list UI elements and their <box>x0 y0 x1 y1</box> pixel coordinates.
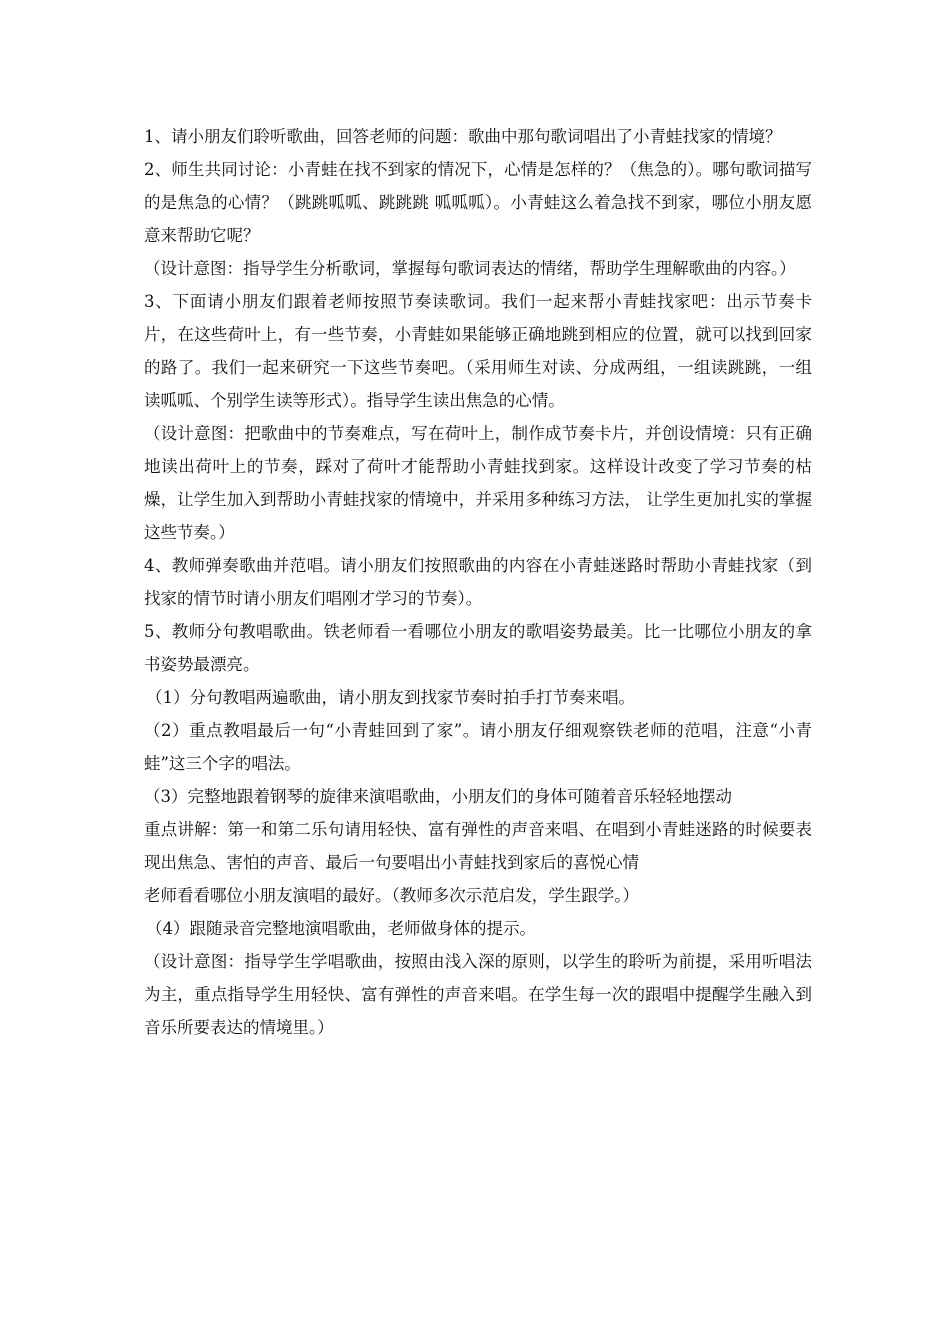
paragraph-substep-3: （3）完整地跟着钢琴的旋律来演唱歌曲，小朋友们的身体可随着音乐轻轻地摆动 <box>144 787 732 806</box>
paragraph-step-3: 3、下面请小朋友们跟着老师按照节奏读歌词。我们一起来帮小青蛙找家吧：出示节奏卡片，在这些荷叶上，有一些节奏，小青蛙如果能够正确地跳到相应的位置，就可以找到回家的路了。我们一起来研究一下这些节奏吧。（采用师生对读、分成两组，一组读跳跳，一组读呱呱、个别学生读等形式）。指导学生读出焦急的心情。 <box>144 292 812 410</box>
paragraph-step-5: 5、教师分句教唱歌曲。铁老师看一看哪位小朋友的歌唱姿势最美。比一比哪位小朋友的拿书姿势最漂亮。 <box>144 622 812 674</box>
paragraph-substep-2: （2）重点教唱最后一句“小青蛙回到了家”。请小朋友仔细观察铁老师的范唱，注意“小青蛙”这三个字的唱法。 <box>144 721 812 773</box>
paragraph-step-2: 2、师生共同讨论：小青蛙在找不到家的情况下，心情是怎样的？（焦急的）。哪句歌词描写的是焦急的心情？（跳跳呱呱、跳跳跳 呱呱呱）。小青蛙这么着急找不到家，哪位小朋友愿意来帮助它呢？ <box>144 160 812 245</box>
paragraph-step-4: 4、教师弹奏歌曲并范唱。请小朋友们按照歌曲的内容在小青蛙迷路时帮助小青蛙找家（到找家的情节时请小朋友们唱刚才学习的节奏）。 <box>144 556 812 608</box>
paragraph-substep-4: （4）跟随录音完整地演唱歌曲，老师做身体的提示。 <box>146 919 536 938</box>
paragraph-design-intent-2: （设计意图：把歌曲中的节奏难点，写在荷叶上，制作成节奏卡片，并创设情境：只有正确地读出荷叶上的节奏，踩对了荷叶才能帮助小青蛙找到家。这样设计改变了学习节奏的枯燥，让学生加入到帮助小青蛙找家的情境中，并采用多种练习方法， 让学生更加扎实的掌握这些节奏。） <box>144 424 812 542</box>
document-body <box>144 120 812 1044</box>
paragraph-design-intent-1: （设计意图：指导学生分析歌词，掌握每句歌词表达的情绪，帮助学生理解歌曲的内容。） <box>144 259 796 278</box>
paragraph-step-1: 1、请小朋友们聆听歌曲，回答老师的问题：歌曲中那句歌词唱出了小青蛙找家的情境？ <box>144 127 782 146</box>
paragraph-design-intent-3: （设计意图：指导学生学唱歌曲，按照由浅入深的原则，以学生的聆听为前提，采用听唱法为主，重点指导学生用轻快、富有弹性的声音来唱。在学生每一次的跟唱中提醒学生融入到音乐所要表达的情境里。） <box>144 952 812 1037</box>
paragraph-substep-1: （1）分句教唱两遍歌曲，请小朋友到找家节奏时拍手打节奏来唱。 <box>146 688 635 707</box>
paragraph-teacher-note: 老师看看哪位小朋友演唱的最好。（教师多次示范启发，学生跟学。） <box>144 886 639 905</box>
paragraph-key-explanation: 重点讲解：第一和第二乐句请用轻快、富有弹性的声音来唱、在唱到小青蛙迷路的时候要表现出焦急、害怕的声音、最后一句要唱出小青蛙找到家后的喜悦心情 <box>144 820 812 872</box>
